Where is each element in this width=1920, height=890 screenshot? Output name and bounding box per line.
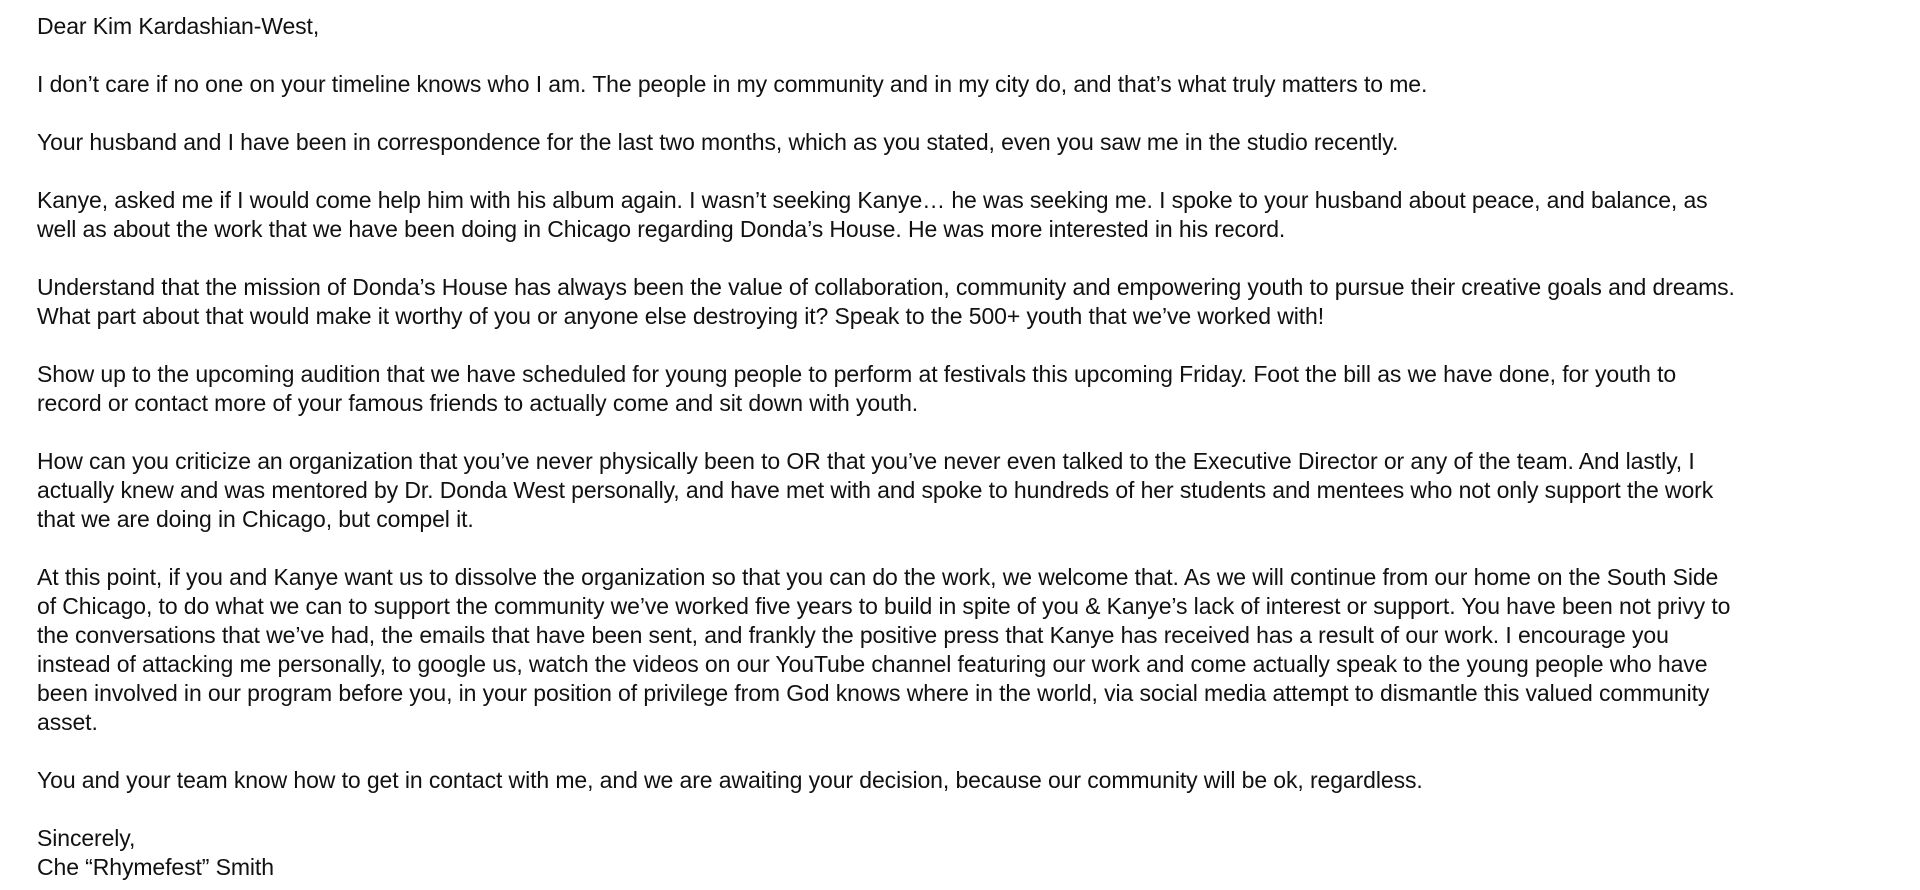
letter-signoff [37,824,1897,882]
letter-salutation: Dear Kim Kardashian-West, [37,13,320,39]
letter-paragraph: I don’t care if no one on your timeline knows who I am. The people in my community and in my city do, and that’s what truly matters to me. [37,71,1428,97]
letter-signature: Che “Rhymefest” Smith [37,854,274,880]
letter-paragraph: How can you criticize an organization that you’ve never physically been to OR that you’ve never even talked to the Executive Director or any of the team. And lastly, I actually knew and was mentored by Dr. Donda West personally, and have met with and spoke to hundreds of her students and mentees who not only support the work that we are doing in Chicago, but compel it. [37,448,1714,532]
letter-paragraph: Kanye, asked me if I would come help him with his album again. I wasn’t seeking Kanye… he was seeking me. I spoke to your husband about peace, and balance, as well as about the work that we have been doing in Chicago regarding Donda’s House. He was more interested in his record. [37,187,1708,242]
letter-body [37,12,1897,882]
letter-paragraph: Understand that the mission of Donda’s House has always been the value of collaboration, community and empowering youth to pursue their creative goals and dreams. What part about that would make it worthy of you or anyone else destroying it? Speak to the 500+ youth that we’ve worked with! [37,274,1735,329]
letter-paragraph: Show up to the upcoming audition that we have scheduled for young people to perform at festivals this upcoming Friday. Foot the bill as we have done, for youth to record or contact more of your famous friends to actually come and sit down with youth. [37,361,1677,416]
letter-paragraph: At this point, if you and Kanye want us to dissolve the organization so that you can do the work, we welcome that. As we will continue from our home on the South Side of Chicago, to do what we can to support the community we’ve worked five years to build in spite of you & Kanye’s lack of interest or support. You have been not privy to the conversations that we’ve had, the emails that have been sent, and frankly the positive press that Kanye has received has a result of our work. I encourage you instead of attacking me personally, to google us, watch the videos on our YouTube channel featuring our work and come actually speak to the young people who have been involved in our program before you, in your position of privilege from God knows where in the world, via social media attempt to dismantle this valued community asset. [37,564,1731,735]
letter-paragraph: You and your team know how to get in contact with me, and we are awaiting your decision, because our community will be ok, regardless. [37,767,1423,793]
letter-closing: Sincerely, [37,825,136,851]
letter-paragraph: Your husband and I have been in correspondence for the last two months, which as you stated, even you saw me in the studio recently. [37,129,1399,155]
